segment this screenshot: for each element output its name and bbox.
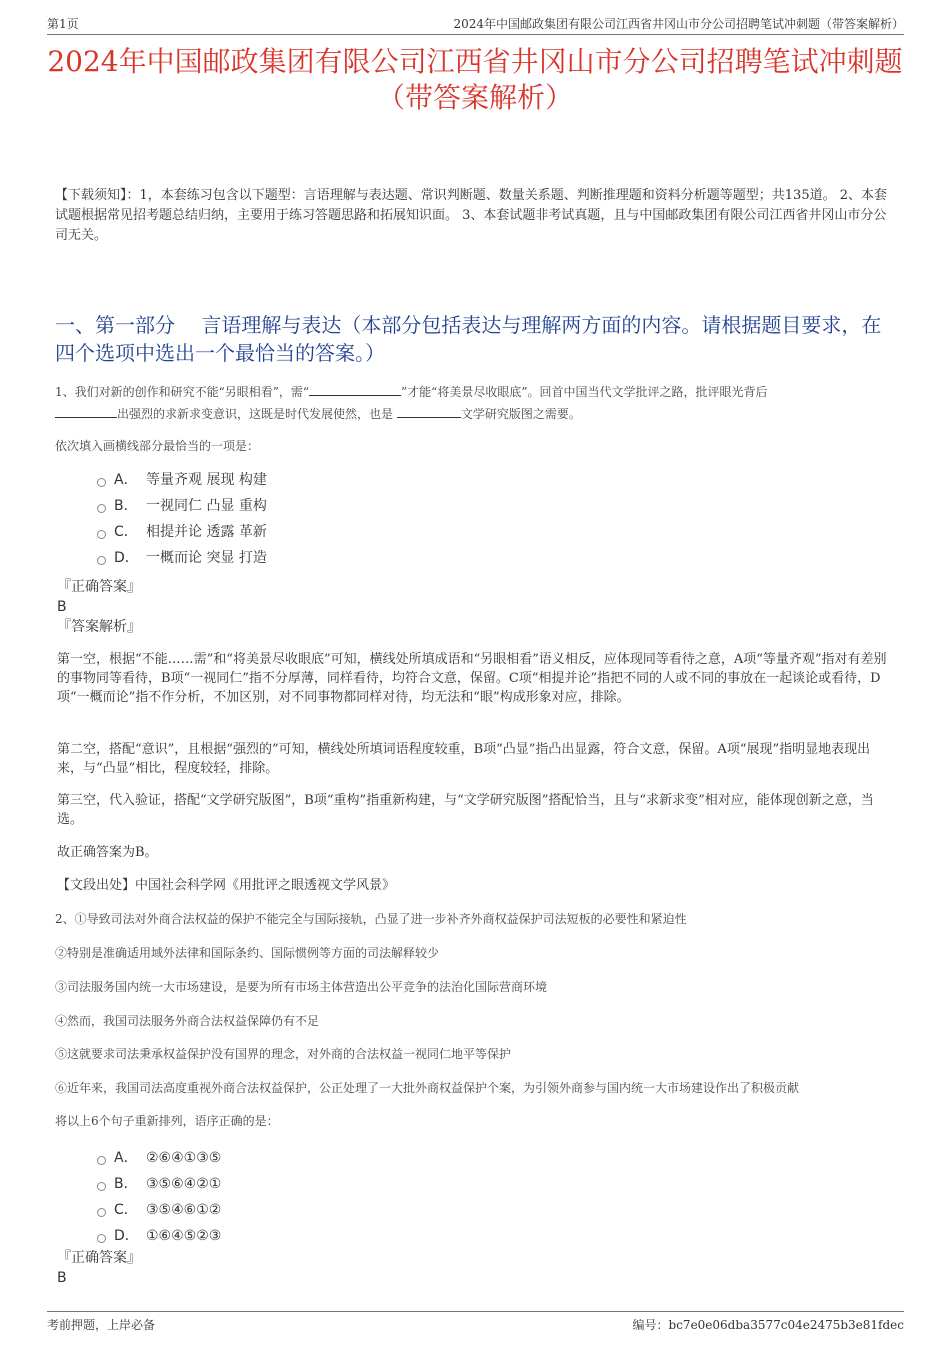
analysis-label: 『答案解析』	[57, 619, 141, 635]
question-2-sentence: ⑥近年来，我国司法高度重视外商合法权益保护，公正处理了一大批外商权益保护个案，为引领外商参与国内统一大市场建设作出了积极贡献	[55, 1081, 800, 1095]
option-c[interactable]: C． ③⑤④⑥①②	[97, 1197, 221, 1223]
radio-icon[interactable]	[97, 556, 106, 565]
analysis-paragraph: 第一空，根据“不能……需”和“将美景尽收眼底”可知，横线处所填成语和“另眼相看”语义相反，应体现同等看待之意，A项“等量齐观”指对有差别的事物同等看待，B项“一视同仁”指不分厚薄，同样看待，均符合文意，保留。C项“相提并论”指把不同的人或不同的事放在一起谈论或看待，D项“一概而论”指不作分析，不加区别，对不同事物都同样对待，均无法和“眼”构成形象对应，排除。	[57, 652, 887, 705]
page-footer	[47, 1311, 904, 1336]
question-1-stem: 1、我们对新的创作和研究不能“另眼相看”，需“ ”才能“将美景尽收眼底”。回首中国当代文学批评之路，批评眼光背后 出强烈的求新求变意识，这既是时代发展使然，也是 文学研究版图之需要。	[55, 385, 768, 421]
correct-answer-label: 『正确答案』	[57, 579, 141, 595]
question-1-prompt: 依次填入画横线部分最恰当的一项是：	[55, 439, 260, 453]
correct-answer: B	[57, 1270, 67, 1286]
question-2-sentence: 2、①导致司法对外商合法权益的保护不能完全与国际接轨，凸显了进一步补齐外商权益保护司法短板的必要性和紧迫性	[55, 912, 687, 926]
section-heading: 一、第一部分 言语理解与表达（本部分包括表达与理解两方面的内容。请根据题目要求，在四个选项中选出一个最恰当的答案。）	[55, 313, 882, 365]
source-note: 【文段出处】中国社会科学网《用批评之眼透视文学风景》	[57, 878, 396, 893]
analysis-paragraph: 第二空，搭配“意识”，且根据“强烈的”可知，横线处所填词语程度较重，B项“凸显”指凸出显露，符合文意，保留。A项“展现”指明显地表现出来，与“凸显”相比，程度较轻，排除。	[57, 742, 871, 776]
page-number: 第1页	[47, 17, 79, 31]
question-2-options	[97, 1145, 221, 1249]
radio-icon[interactable]	[97, 1156, 106, 1165]
fill-blank	[397, 405, 461, 418]
correct-answer-label: 『正确答案』	[57, 1250, 141, 1266]
header-title: 2024年中国邮政集团有限公司江西省井冈山市分公司招聘笔试冲刺题（带答案解析）	[453, 17, 904, 31]
correct-answer: B	[57, 599, 67, 615]
radio-icon[interactable]	[97, 1208, 106, 1217]
page-header	[47, 14, 904, 35]
radio-icon[interactable]	[97, 504, 106, 513]
analysis-paragraph: 第三空，代入验证，搭配“文学研究版图”，B项“重构”指重新构建，与“文学研究版图”搭配恰当，且与“求新求变”相对应，能体现创新之意，当选。	[57, 793, 874, 827]
radio-icon[interactable]	[97, 1234, 106, 1243]
download-notice: 【下载须知】：1，本套练习包含以下题型：言语理解与表达题、常识判断题、数量关系题、判断推理题和资料分析题等题型；共135道。 2、本套试题根据常见招考题总结归纳，主要用于练习答题思路和拓展知识面。 3、本套试题非考试真题，且与中国邮政集团有限公司江西省井冈山市分公司无关。	[55, 188, 887, 243]
question-1-options	[97, 467, 267, 571]
option-d[interactable]: D． 一概而论 突显 打造	[97, 545, 267, 571]
option-b[interactable]: B． 一视同仁 凸显 重构	[97, 493, 267, 519]
radio-icon[interactable]	[97, 478, 106, 487]
question-2-prompt: 将以上6个句子重新排列，语序正确的是：	[55, 1114, 279, 1128]
footer-serial: 编号：bc7e0e06dba3577c04e2475b3e81fdec	[632, 1318, 904, 1332]
question-2-sentence: ②特别是准确适用域外法律和国际条约、国际惯例等方面的司法解释较少	[55, 946, 440, 960]
radio-icon[interactable]	[97, 530, 106, 539]
footer-slogan: 考前押题，上岸必备	[47, 1318, 156, 1332]
radio-icon[interactable]	[97, 1182, 106, 1191]
document-title: 2024年中国邮政集团有限公司江西省井冈山市分公司招聘笔试冲刺题（带答案解析）	[47, 45, 903, 114]
fill-blank	[55, 405, 117, 418]
question-2-sentence: ⑤这就要求司法秉承权益保护没有国界的理念，对外商的合法权益一视同仁地平等保护	[55, 1047, 512, 1061]
option-d[interactable]: D． ①⑥④⑤②③	[97, 1223, 221, 1249]
option-b[interactable]: B． ③⑤⑥④②①	[97, 1171, 221, 1197]
fill-blank	[309, 383, 401, 396]
option-c[interactable]: C． 相提并论 透露 革新	[97, 519, 267, 545]
option-a[interactable]: A． ②⑥④①③⑤	[97, 1145, 221, 1171]
option-a[interactable]: A． 等量齐观 展现 构建	[97, 467, 267, 493]
question-2-sentence: ④然而，我国司法服务外商合法权益保障仍有不足	[55, 1014, 320, 1028]
question-2-sentence: ③司法服务国内统一大市场建设，是要为所有市场主体营造出公平竞争的法治化国际营商环境	[55, 980, 548, 994]
analysis-conclusion: 故正确答案为B。	[57, 845, 158, 860]
